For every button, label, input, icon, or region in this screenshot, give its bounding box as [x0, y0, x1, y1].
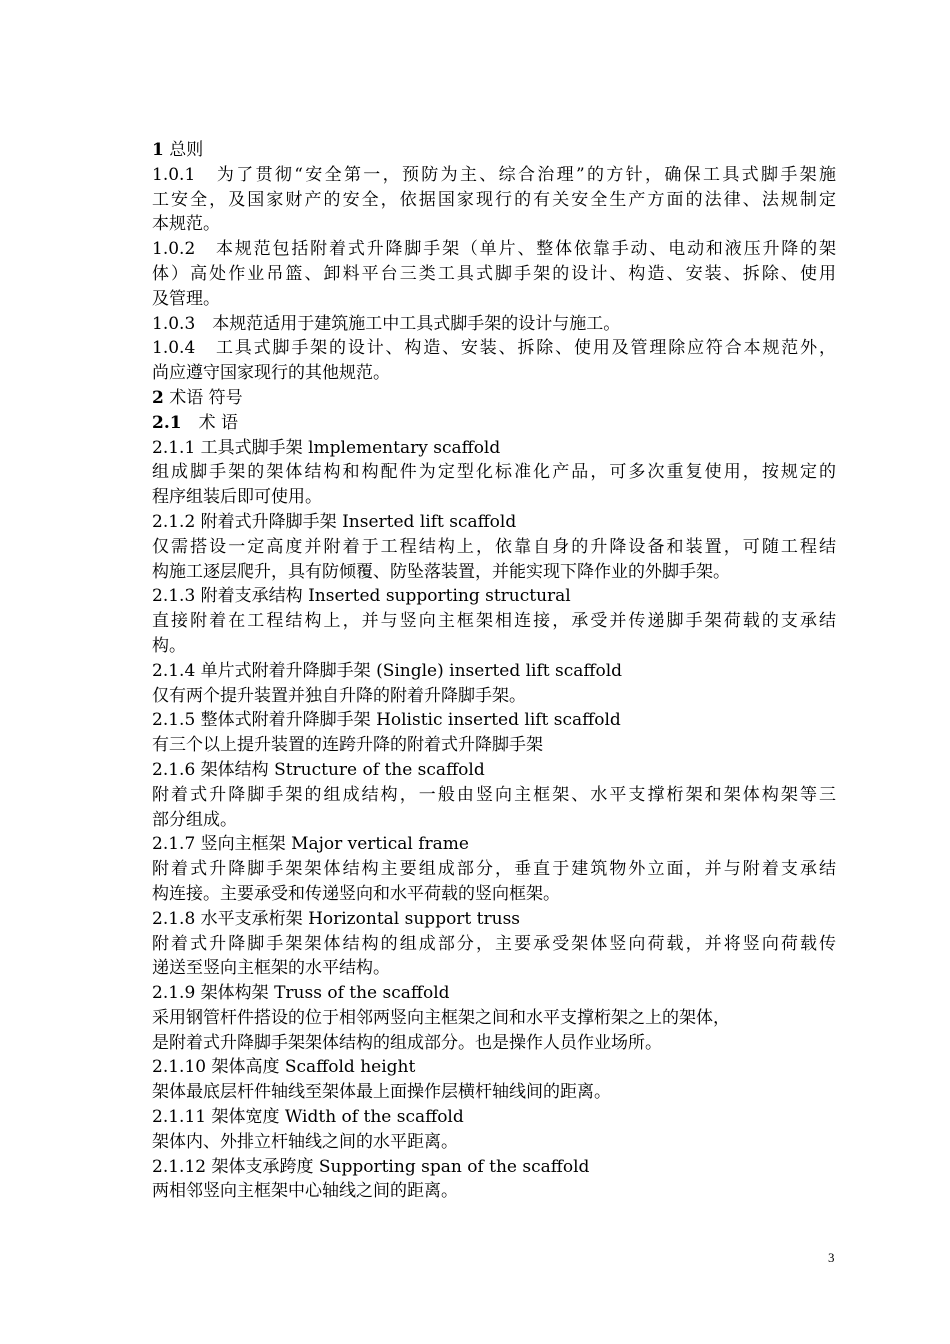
heading-terms-symbols	[152, 386, 836, 411]
text-line: 是附着式升降脚手架架体结构的组成部分。也是操作人员作业场所。	[152, 1032, 662, 1053]
text-line: 架体内、外排立杆轴线之间的水平距离。	[152, 1131, 458, 1152]
heading-number: 2	[152, 387, 164, 408]
heading-text: 总则	[163, 140, 204, 160]
text-line: 1.0.1 为了贯彻“安全第一，预防为主、综合治理”的方针，确保工具式脚手架施	[152, 164, 836, 185]
page-number: 3	[828, 1250, 835, 1265]
term-title: 2.1.10 架体高度 Scaffold height	[152, 1057, 416, 1078]
text-line: 附着式升降脚手架架体结构主要组成部分，垂直于建筑物外立面，并与附着支承结	[152, 859, 836, 880]
text-line: 采用钢管杆件搭设的位于相邻两竖向主框架之间和水平支撑桁架之上的架体，	[152, 1007, 730, 1028]
text-line: 体）高处作业吊篮、卸料平台三类工具式脚手架的设计、构造、安装、拆除、使用	[152, 263, 836, 284]
text-line: 构。	[152, 635, 186, 656]
text-line: 架体最底层杆件轴线至架体最上面操作层横杆轴线间的距离。	[152, 1082, 611, 1103]
heading-number: 1	[152, 140, 164, 160]
text-line: 1.0.2 本规范包括附着式升降脚手架（单片、整体依靠手动、电动和液压升降的架	[152, 239, 836, 260]
heading-text: 术 语	[181, 412, 238, 433]
text-line: 有三个以上提升装置的连跨升降的附着式升降脚手架	[152, 735, 543, 756]
text-line: 1.0.3 本规范适用于建筑施工中工具式脚手架的设计与施工。	[152, 313, 621, 334]
term-title: 2.1.1 工具式脚手架 lmplementary scaffold	[152, 437, 501, 458]
text-line: 程序组装后即可使用。	[152, 487, 322, 508]
text-line: 附着式升降脚手架架体结构的组成部分，主要承受架体竖向荷载，并将竖向荷载传	[152, 933, 836, 954]
text-line: 直接附着在工程结构上，并与竖向主框架相连接，承受并传递脚手架荷载的支承结	[152, 611, 836, 632]
heading-number: 2.1	[152, 412, 182, 433]
text-line: 组成脚手架的架体结构和构配件为定型化标准化产品，可多次重复使用，按规定的	[152, 462, 836, 483]
text-line: 附着式升降脚手架的组成结构，一般由竖向主框架、水平支撑桁架和架体构架等三	[152, 784, 836, 805]
text-line: 递送至竖向主框架的水平结构。	[152, 958, 390, 979]
heading-text: 术语 符号	[163, 387, 243, 408]
term-title: 2.1.9 架体构架 Truss of the scaffold	[152, 983, 450, 1004]
term-title: 2.1.12 架体支承跨度 Supporting span of the scaffold	[152, 1156, 590, 1177]
term-title: 2.1.11 架体宽度 Width of the scaffold	[152, 1107, 464, 1128]
text-line: 两相邻竖向主框架中心轴线之间的距离。	[152, 1181, 458, 1202]
term-title: 2.1.5 整体式附着升降脚手架 Holistic inserted lift scaffold	[152, 710, 621, 731]
document-body	[152, 138, 836, 1204]
heading-terms	[152, 411, 836, 436]
term-title: 2.1.8 水平支承桁架 Horizontal support truss	[152, 908, 521, 929]
text-line: 部分组成。	[152, 809, 237, 830]
heading-general	[152, 138, 836, 163]
text-line: 构连接。主要承受和传递竖向和水平荷载的竖向框架。	[152, 883, 560, 904]
term-title: 2.1.6 架体结构 Structure of the scaffold	[152, 759, 485, 780]
text-line: 及管理。	[152, 288, 220, 309]
text-line: 尚应遵守国家现行的其他规范。	[152, 363, 390, 384]
term-title: 2.1.3 附着支承结构 Inserted supporting structural	[152, 586, 571, 607]
term-title: 2.1.7 竖向主框架 Major vertical frame	[152, 834, 469, 855]
text-line: 1.0.4 工具式脚手架的设计、构造、安装、拆除、使用及管理除应符合本规范外，	[152, 338, 836, 359]
term-title: 2.1.4 单片式附着升降脚手架 (Single) inserted lift scaffold	[152, 660, 623, 681]
text-line: 构施工逐层爬升，具有防倾覆、防坠落装置，并能实现下降作业的外脚手架。	[152, 561, 730, 582]
text-line: 仅需搭设一定高度并附着于工程结构上，依靠自身的升降设备和装置，可随工程结	[152, 536, 836, 557]
text-line: 仅有两个提升装置并独自升降的附着升降脚手架。	[152, 685, 526, 706]
text-line: 本规范。	[152, 214, 220, 235]
term-title: 2.1.2 附着式升降脚手架 Inserted lift scaffold	[152, 511, 517, 532]
text-line: 工安全，及国家财产的安全，依据国家现行的有关安全生产方面的法律、法规制定	[152, 189, 836, 210]
